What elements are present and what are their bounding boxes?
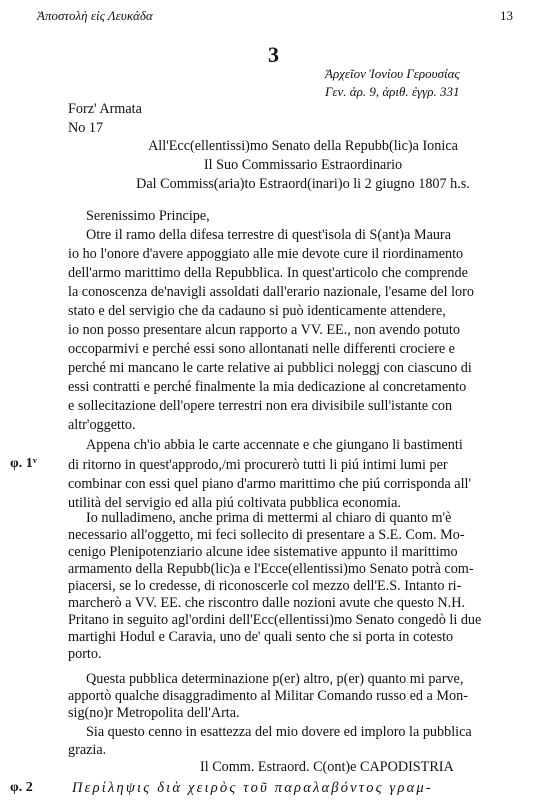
address-line-2: Il Suo Commissario Estraordinario bbox=[203, 157, 403, 173]
running-title: Ἀποστολὴ εἰς Λευκάδα bbox=[37, 8, 153, 23]
body-line: Otre il ramo della difesa terrestre di quest'isola di S(ant)a Maura bbox=[86, 227, 451, 243]
sender-line-1: Forz' Armata bbox=[68, 101, 142, 117]
address-line-1: All'Ecc(ellentissi)mo Senato della Repubb(lic)a Ionica bbox=[148, 138, 458, 154]
signature: Il Comm. Estraord. C(ont)e CAPODISTRIA bbox=[200, 759, 454, 775]
margin-note-folio-2: φ. 2 bbox=[10, 780, 33, 795]
margin-note-folio-1v: φ. 1ᵛ bbox=[10, 456, 37, 471]
body-line: grazia. bbox=[68, 742, 107, 758]
body-line: occoparmivi e perché essi sono allontanati nelle differenti crociere e bbox=[68, 341, 455, 357]
body-line: Appena ch'io abbia le carte accennate e che giungano li bastimenti bbox=[86, 437, 463, 453]
body-line: marcherò a VV. EE. che riscontro dalle nozioni avute che questo N.H. bbox=[68, 595, 465, 611]
archive-line-1: Ἀρχεῖον Ἰονίου Γερουσίας bbox=[325, 66, 460, 81]
body-line: io ho l'onore d'avere appoggiato alle mie devote cure il riordinamento bbox=[68, 246, 464, 262]
body-line: sig(no)r Metropolita dell'Arta. bbox=[68, 705, 240, 721]
archive-line-2: Γεν. ἀρ. 9, ἀριθ. ἐγγρ. 331 bbox=[325, 84, 460, 99]
body-line: piacersi, se lo credesse, di riconoscerle col mezzo dell'E.S. Intanto ri- bbox=[68, 578, 462, 594]
document-number: 3 bbox=[268, 42, 279, 67]
body-line: apportò qualche disaggradimento al Militar Comando russo ed a Mon- bbox=[68, 688, 468, 704]
body-line: necessario all'oggetto, mi feci sollecito di presentare a S.E. Com. Mo- bbox=[68, 527, 465, 543]
page-number: 13 bbox=[500, 8, 513, 23]
address-line-3: Dal Commiss(aria)to Estraord(inari)o li 2 giugno 1807 h.s. bbox=[136, 176, 470, 192]
body-line: Pritano in seguito agl'ordini dell'Ecc(ellentissi)mo Senato congedò li due bbox=[68, 612, 482, 628]
body-line: altr'oggetto. bbox=[68, 417, 136, 433]
body-line: dell'armo marittimo della Repubblica. In quest'articolo che comprende bbox=[68, 265, 468, 281]
body-line: perché mi mancano le carte relative ai pubblici noleggj con ciascuno di bbox=[68, 360, 472, 376]
body-line: e sollecitazione dell'opere terrestri non era divisibile sull'istante con bbox=[68, 398, 453, 414]
footer-line: Περίληψις διὰ χειρὸς τοῦ παραλαβόντος γραμ- bbox=[72, 780, 433, 796]
body-line: Questa pubblica determinazione p(er) altro, p(er) quanto mi parve, bbox=[86, 671, 464, 687]
body-line: porto. bbox=[68, 646, 102, 662]
body-line: martighi Hodul e Caravia, uno de' quali sento che si porta in cotesto bbox=[68, 629, 454, 645]
body-line: combinar con essi quel piano d'armo marittimo che piú corrisponda all' bbox=[68, 476, 472, 492]
body-line: essi contratti e perché finalmente la mia dedicazione al concretamento bbox=[68, 379, 467, 395]
body-line: la conoscenza de'navigli assoldati dall'erario nazionale, l'esame del loro bbox=[68, 284, 474, 300]
body-line: Io nulladimeno, anche prima di mettermi al chiaro di quanto m'è bbox=[86, 510, 452, 526]
body-line: armamento della Repubb(lic)a e l'Ecce(ellentissi)mo Senato potrà com- bbox=[68, 561, 474, 577]
body-line: Sia questo cenno in esattezza del mio dovere ed imploro la pubblica bbox=[86, 724, 472, 740]
body-line: utilità del servigio ed alla piú coltivata pubblica economia. bbox=[68, 495, 401, 511]
body-line: cenigo Plenipotenziario alcune idee sistemative appunto il marittimo bbox=[68, 544, 458, 560]
salutation: Serenissimo Principe, bbox=[86, 208, 210, 224]
sender-line-2: No 17 bbox=[68, 120, 104, 136]
body-line: io non posso presentare alcun rapporto a VV. EE., non avendo potuto bbox=[68, 322, 460, 338]
archive-reference bbox=[325, 65, 460, 101]
body-line: di ritorno in quest'approdo,/mi procurerò tutti li piú intimi lumi per bbox=[68, 457, 448, 473]
body-line: stato e del servigio che da cadauno si può identicamente attendere, bbox=[68, 303, 446, 319]
